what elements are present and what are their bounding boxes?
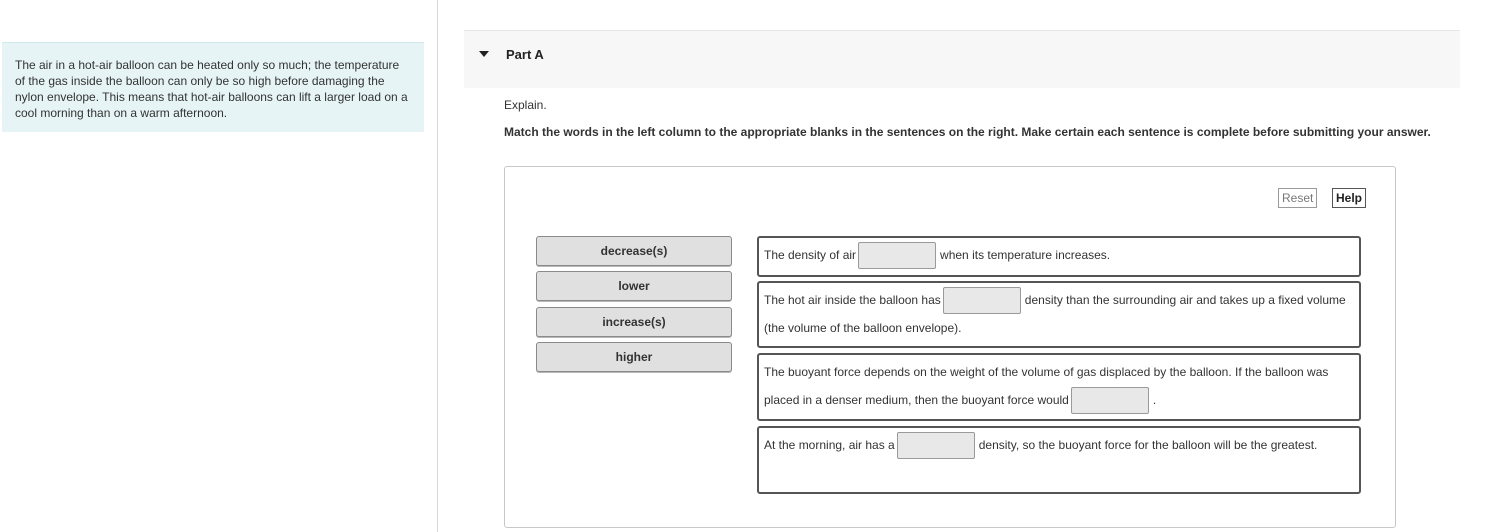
sentence-3-before: The buoyant force depends on the weight of the volume of gas displaced by the balloon. If the balloon was placed in a denser medium, then the buoyant force would <box>764 365 1329 407</box>
left-pane <box>0 0 438 532</box>
sentence-3 <box>757 353 1361 421</box>
sentence-3-after: . <box>1152 393 1157 407</box>
sentence-4-before: At the morning, air has a <box>764 438 895 452</box>
word-chip-decreases[interactable]: decrease(s) <box>536 236 732 266</box>
sentence-1-after: when its temperature increases. <box>940 248 1111 262</box>
sentence-4-after: density, so the buoyant force for the balloon will be the greatest. <box>978 438 1318 452</box>
help-button[interactable]: Help <box>1332 188 1366 208</box>
sentence-2-drop-target[interactable] <box>943 287 1021 314</box>
sentence-1-before: The density of air <box>764 248 857 262</box>
sentence-2-before: The hot air inside the balloon has <box>764 293 941 307</box>
part-title: Part A <box>506 47 544 62</box>
word-chip-lower[interactable]: lower <box>536 271 732 301</box>
instructions-text: Match the words in the left column to the appropriate blanks in the sentences on the right. Make certain each sentence is complete before submitting your answer. <box>504 125 1431 139</box>
explain-text: Explain. <box>504 98 547 112</box>
sentence-2 <box>757 281 1361 348</box>
reset-button[interactable]: Reset <box>1278 188 1317 208</box>
sentence-1-drop-target[interactable] <box>858 242 936 269</box>
sentence-2-after: density than the surrounding air and takes up a fixed volume (the volume of the balloon envelope). <box>764 293 1346 336</box>
matching-workspace <box>504 166 1396 528</box>
sentence-3-drop-target[interactable] <box>1071 387 1149 414</box>
intro-text: The air in a hot-air balloon can be heated only so much; the temperature of the gas inside the balloon can only be so high before damaging the nylon envelope. This means that hot-air balloons can lift a larger load on a cool morning than on a warm afternoon. <box>2 42 424 132</box>
sentence-4 <box>757 426 1361 494</box>
sentence-1 <box>757 236 1361 277</box>
sentence-4-drop-target[interactable] <box>897 432 975 459</box>
word-chip-increases[interactable]: increase(s) <box>536 307 732 337</box>
word-chip-higher[interactable]: higher <box>536 342 732 372</box>
part-header[interactable] <box>464 30 1460 88</box>
collapse-caret-icon[interactable] <box>479 51 489 57</box>
